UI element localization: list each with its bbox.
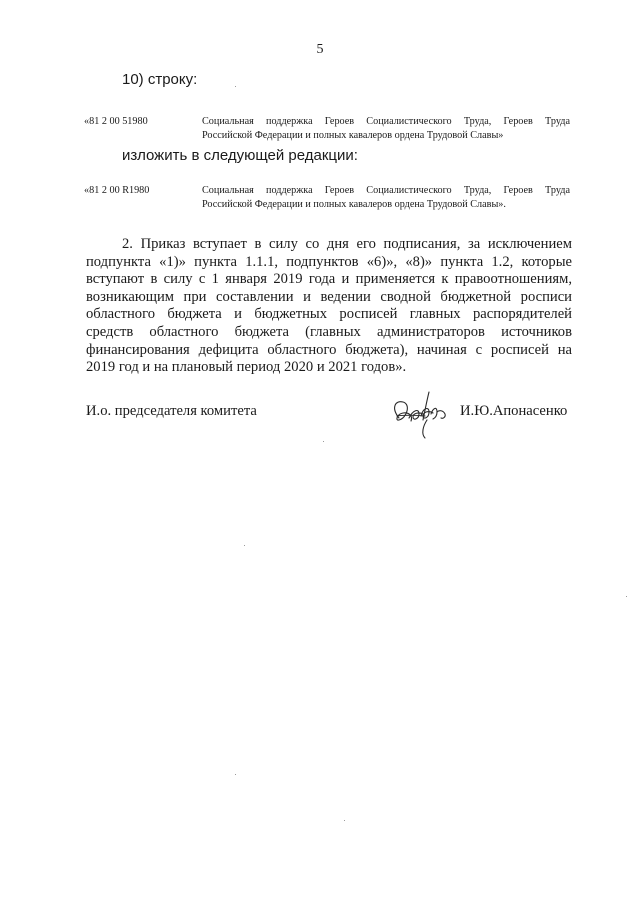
- scan-speck: [323, 441, 324, 442]
- paragraph-line: вступают в силу с 1 января 2019 года и применяется к правоотношениям,: [86, 271, 572, 288]
- scan-speck: [626, 596, 627, 597]
- paragraph-line: возникающим при составлении и ведении сводной бюджетной росписи: [86, 288, 572, 305]
- budget-description-line: Российской Федерации и полных кавалеров ордена Трудовой Славы».: [202, 199, 506, 210]
- budget-description-line: Социальная поддержка Героев Социалистического Труда, Героев Труда: [202, 116, 570, 127]
- budget-description-line: Российской Федерации и полных кавалеров ордена Трудовой Славы»: [202, 130, 504, 141]
- paragraph-line: финансирования дефицита областного бюджета), начиная с росписей на: [86, 341, 572, 358]
- paragraph-line: областного бюджета и бюджетных росписей главных распорядителей: [86, 306, 572, 323]
- budget-description: [202, 184, 570, 212]
- scan-speck: [244, 545, 245, 546]
- paragraph-line: средств областного бюджета (главных администраторов источников: [86, 323, 572, 340]
- handwritten-signature: [385, 388, 455, 446]
- order-paragraph: [86, 236, 572, 377]
- scan-speck: [235, 774, 236, 775]
- paragraph-line: подпункта «1)» пункта 1.1.1, подпунктов «6)», «8)» пункта 1.2, которые: [86, 253, 572, 270]
- intro-line-edit: изложить в следующей редакции:: [122, 147, 358, 164]
- signatory-name: И.Ю.Апонасенко: [460, 403, 568, 419]
- budget-description-line: Социальная поддержка Героев Социалистического Труда, Героев Труда: [202, 185, 570, 196]
- page-number: 5: [316, 42, 324, 57]
- intro-line-row: 10) строку:: [122, 71, 198, 88]
- paragraph-line: 2019 год и на плановый период 2020 и 2021 годов».: [86, 359, 407, 376]
- scan-speck: [344, 820, 345, 821]
- paragraph-line: 2. Приказ вступает в силу со дня его подписания, за исключением: [122, 236, 572, 252]
- signatory-title: И.о. председателя комитета: [86, 403, 257, 419]
- scan-speck: [235, 86, 236, 87]
- budget-description: [202, 115, 570, 143]
- budget-code: «81 2 00 51980: [84, 116, 148, 127]
- budget-code: «81 2 00 R1980: [84, 185, 150, 196]
